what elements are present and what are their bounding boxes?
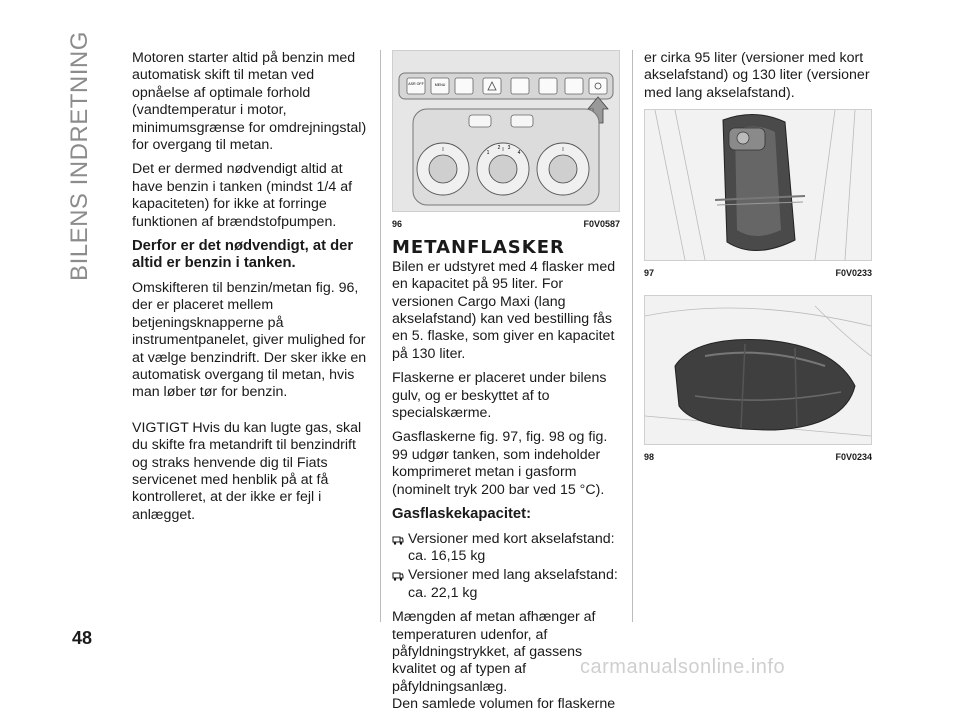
figure-96-dashboard-controls [392, 50, 620, 212]
cylinder-photo-illustration [645, 110, 871, 260]
fan-speed-4: 4 [517, 150, 521, 156]
column-1 [132, 50, 372, 531]
figure-number: 98 [644, 451, 655, 462]
figure-code: F0V0234 [835, 451, 872, 462]
column-3 [644, 50, 872, 466]
list-item-text: Versioner med lang akselafstand: ca. 22,1 kg [408, 567, 618, 601]
paragraph: Omskifteren til benzin/metan fig. 96, der er placeret mellem betjeningsknapperne på instrumentpanelet, giver mulighed for at vælge benzindrift. Der sker ikke en automatisk overgang til metan, hvis man løber tør for benzin. [132, 279, 367, 401]
column-2 [392, 50, 620, 721]
column-divider [632, 50, 633, 622]
figure-98-caption [644, 449, 872, 466]
paragraph: VIGTIGT Hvis du kan lugte gas, skal du skifte fra metandrift til benzindrift og straks henvende dig til Fiats servicenet med henblik på at få kontrolleret, at der ikke er fejl i anlægget. [132, 419, 362, 523]
figure-code: F0V0587 [583, 219, 620, 229]
figure-96-caption [392, 216, 620, 233]
subheading: Gasflaskekapacitet: [392, 506, 532, 523]
list-item-text: Versioner med kort akselafstand: ca. 16,15 kg [408, 530, 615, 564]
column-divider [380, 50, 381, 622]
paragraph: er cirka 95 liter (versioner med kort akselafstand) og 130 liter (versioner med lang akselafstand). [644, 50, 870, 101]
paragraph: Flaskerne er placeret under bilens gulv, og er beskyttet af to specialskærme. [392, 370, 607, 422]
menu-label: MENU [434, 83, 446, 87]
paragraph: Det er dermed nødvendigt altid at have benzin i tanken (mindst 1/4 af kapaciteten) for ikke at forringe funktionen af brændstofpumpen. [132, 161, 353, 230]
paragraph: Bilen er udstyret med 4 flasker med en kapacitet på 95 liter. For versionen Cargo Maxi (lang akselafstand) kan ved bestilling fås en 5. flaske, som giver en kapacitet på 130 liter. [392, 258, 616, 362]
fan-speed-3: 3 [507, 145, 511, 151]
section-title: METANFLASKER [392, 237, 565, 259]
van-icon [392, 570, 404, 582]
paragraph: Gasflaskerne fig. 97, fig. 98 og fig. 99 udgør tanken, som indeholder komprimeret metan i gasform (nominelt tryk 200 bar ved 15 °C). [392, 429, 608, 498]
cylinders-photo-illustration [645, 296, 871, 444]
watermark: carmanualsonline.info [580, 656, 786, 678]
list-item [392, 531, 620, 566]
paragraph: Den samlede volumen for flaskerne [392, 696, 616, 713]
side-title [60, 31, 100, 281]
paragraph: Motoren starter altid på benzin med automatisk skift til metan ved opnåelse af optimale forhold (vandtemperatur i motor, minimumsgrænse for omdrejningstal) for overgang til metan. [132, 50, 367, 154]
figure-number: 96 [392, 219, 403, 229]
figure-number: 97 [644, 268, 655, 279]
figure-97-gas-cylinder [644, 109, 872, 261]
page-number: 48 [72, 628, 93, 648]
paragraph: Mængden af metan afhænger af temperaturen udenfor, af påfyldningstrykket, af gassens kvalitet og af typen af påfyldningsanlæg. [392, 609, 596, 695]
van-icon [392, 534, 404, 546]
asr-label: ASR OFF [408, 82, 424, 86]
figure-97-caption [644, 265, 872, 282]
subheading: Derfor er det nødvendigt, at der altid er benzin i tanken. [132, 238, 354, 272]
fan-speed-1: 1 [486, 150, 490, 156]
fan-speed-2: 2 [497, 145, 501, 151]
list-item [392, 567, 620, 602]
figure-code: F0V0233 [835, 268, 872, 279]
side-title-text: BILENS INDRETNING [66, 31, 93, 281]
figure-98-gas-cylinders [644, 295, 872, 445]
dashboard-illustration [393, 51, 619, 211]
